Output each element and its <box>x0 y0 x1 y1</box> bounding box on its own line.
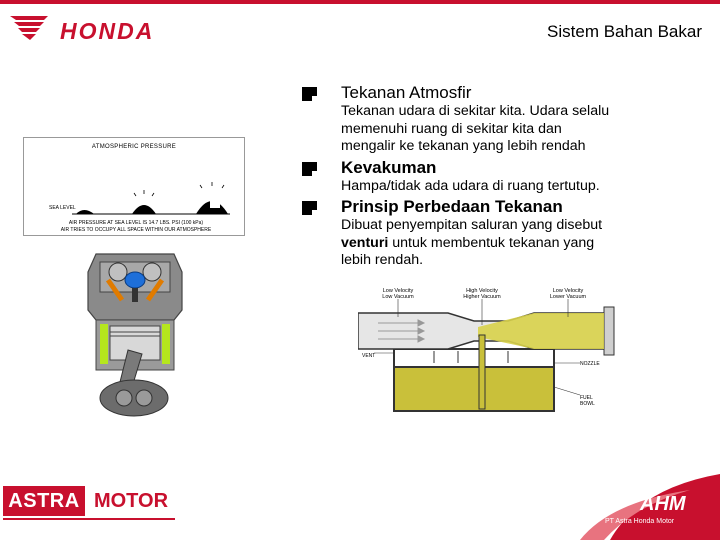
square-bullet-icon <box>302 162 317 176</box>
slide-title: Sistem Bahan Bakar <box>547 22 702 41</box>
atmo-caption-line: AIR PRESSURE AT SEA LEVEL IS 14.7 LBS. PSI (100 kPa) <box>68 220 204 226</box>
venturi-label-bowl-2: BOWL <box>580 401 595 407</box>
venturi-label-vent: VENT <box>362 353 376 359</box>
description-line: Hampa/tidak ada udara di ruang tertutup. <box>341 177 600 194</box>
honda-wordmark: HONDA <box>60 18 155 44</box>
bullet-title: Tekanan Atmosfir <box>341 83 472 102</box>
sea-level-label: SEA LEVEL <box>49 205 76 211</box>
atmo-caption-line: AIR TRIES TO OCCUPY ALL SPACE WITHIN OUR ATMOSPHERE <box>60 227 212 233</box>
description-fragment: untuk membentuk tekanan yang <box>388 234 595 251</box>
bullet-description <box>341 178 700 196</box>
bullet-title: Kevakuman <box>341 157 437 177</box>
square-bullet-icon <box>302 87 317 101</box>
venturi-diagram <box>358 287 616 412</box>
bullet-title: Prinsip Perbedaan Tekanan <box>341 197 563 216</box>
venturi-label-right-1: Low Velocity <box>552 288 584 294</box>
square-bullet-icon <box>302 201 317 215</box>
header <box>0 0 720 58</box>
bullet-item <box>300 197 700 270</box>
ahm-logo-text: AHM <box>640 493 686 515</box>
honda-logo <box>8 10 178 46</box>
venturi-label-bowl-1: FUEL <box>580 395 593 401</box>
bullet-description <box>341 103 700 156</box>
venturi-label-nozzle: NOZZLE <box>580 361 600 367</box>
venturi-label-left-1: Low Velocity <box>382 288 414 294</box>
description-line: Tekanan udara di sekitar kita. Udara selalu <box>341 103 610 119</box>
ahm-logo <box>570 468 720 540</box>
venturi-label-mid-2: Higher Vacuum <box>463 294 501 300</box>
motor-logo-text: MOTOR <box>93 490 169 512</box>
venturi-illustration <box>358 287 616 412</box>
atmo-figure-title: ATMOSPHERIC PRESSURE <box>91 144 177 150</box>
engine-cutaway-figure <box>78 250 193 420</box>
venturi-label-left-2: Low Vacuum <box>382 294 414 300</box>
header-accent-bar <box>0 0 720 4</box>
engine-illustration <box>78 250 193 420</box>
description-line: memenuhi ruang di sekitar kita dan <box>341 120 562 137</box>
description-line: Dibuat penyempitan saluran yang disebut <box>341 217 603 233</box>
description-line <box>341 235 700 253</box>
astra-underline <box>3 518 175 520</box>
atmo-caption <box>30 220 242 234</box>
description-line: mengalir ke tekanan yang lebih rendah <box>341 138 586 154</box>
venturi-label-right-2: Lower Vacuum <box>549 294 587 300</box>
ahm-swoosh-icon <box>570 468 720 540</box>
venturi-label-mid-1: High Velocity <box>466 288 498 294</box>
astra-logo-text: ASTRA <box>3 486 85 516</box>
bullet-description <box>341 217 700 270</box>
honda-wing-icon <box>8 12 52 42</box>
bullet-item <box>300 158 700 196</box>
bullet-list <box>300 83 700 272</box>
ahm-company-name: PT Astra Honda Motor <box>605 518 675 525</box>
description-line: lebih rendah. <box>341 252 424 268</box>
bullet-item <box>300 83 700 156</box>
venturi-term: venturi <box>341 234 389 251</box>
astra-motor-logo <box>3 486 175 516</box>
atmospheric-pressure-figure <box>23 137 245 236</box>
